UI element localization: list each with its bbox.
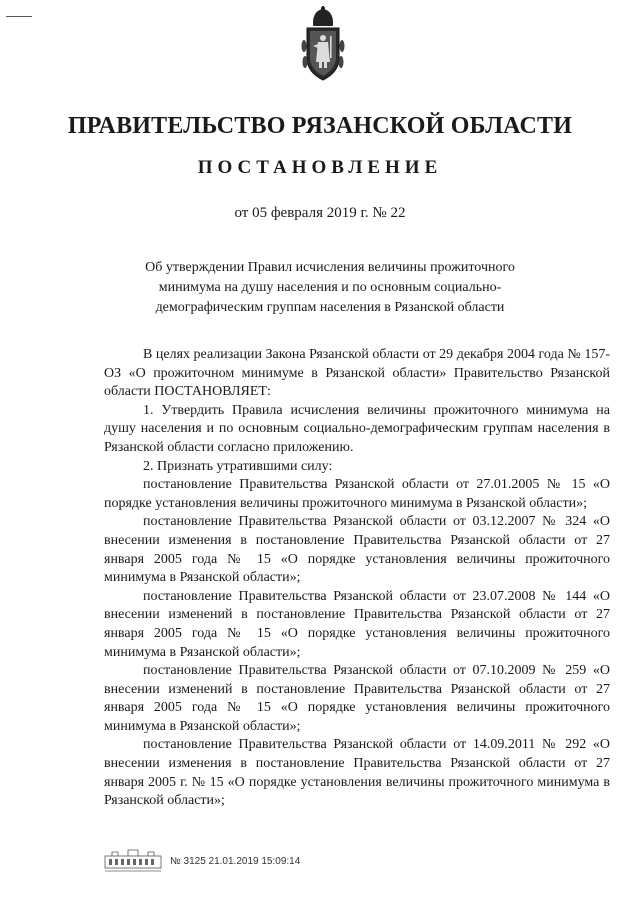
body-paragraph: 1. Утвердить Правила исчисления величины прожиточного минимума на душу населения и по основным социально-демографическим группам населения в Рязанской области согласно приложению. <box>104 402 610 455</box>
document-subject <box>120 258 540 318</box>
document-type: ПОСТАНОВЛЕНИЕ <box>197 157 443 178</box>
body-paragraph: постановление Правительства Рязанской области от 14.09.2011 № 292 «О внесении изменения в постановление Правительства Рязанской области от 27 января 2005 г. № 15 «О порядке установления величины прожиточного минимума в Рязанской области»; <box>104 737 610 809</box>
registration-footer <box>104 848 300 874</box>
body-paragraph: 2. Признать утратившими силу: <box>143 458 333 474</box>
coat-of-arms-icon <box>299 6 347 86</box>
registration-stamp-icon <box>104 848 162 874</box>
body-paragraph: постановление Правительства Рязанской области от 03.12.2007 № 324 «О внесении изменения в постановление Правительства Рязанской области от 27 января 2005 года № 15 «О порядке установления величины прожиточного минимума в Рязанской области»; <box>104 514 610 586</box>
corner-mark <box>6 16 32 17</box>
subject-line: минимума на душу населения и по основным социально- <box>158 280 502 295</box>
body-paragraph: В целях реализации Закона Рязанской области от 29 декабря 2004 года № 157-ОЗ «О прожиточном минимуме в Рязанской области» Правительство Рязанской области ПОСТАНОВЛЯЕТ: <box>104 347 610 400</box>
subject-line: демографическим группам населения в Рязанской области <box>155 300 505 315</box>
document-date-number: от 05 февраля 2019 г. № 22 <box>234 205 406 221</box>
organization-title: ПРАВИТЕЛЬСТВО РЯЗАНСКОЙ ОБЛАСТИ <box>67 113 573 139</box>
subject-line: Об утверждении Правил исчисления величины прожиточного <box>145 260 515 275</box>
document-body <box>104 346 610 811</box>
body-paragraph: постановление Правительства Рязанской области от 23.07.2008 № 144 «О внесении изменений в постановление Правительства Рязанской области от 27 января 2005 года № 15 «О порядке установления величины прожиточного минимума в Рязанской области»; <box>104 588 610 660</box>
body-paragraph: постановление Правительства Рязанской области от 27.01.2005 № 15 «О порядке установления величины прожиточного минимума в Рязанской области»; <box>104 477 610 511</box>
registration-number: № 3125 21.01.2019 15:09:14 <box>170 855 301 867</box>
body-paragraph: постановление Правительства Рязанской области от 07.10.2009 № 259 «О внесении изменений в постановление Правительства Рязанской области от 27 января 2005 года № 15 «О порядке установления величины прожиточного минимума в Рязанской области»; <box>104 663 610 734</box>
